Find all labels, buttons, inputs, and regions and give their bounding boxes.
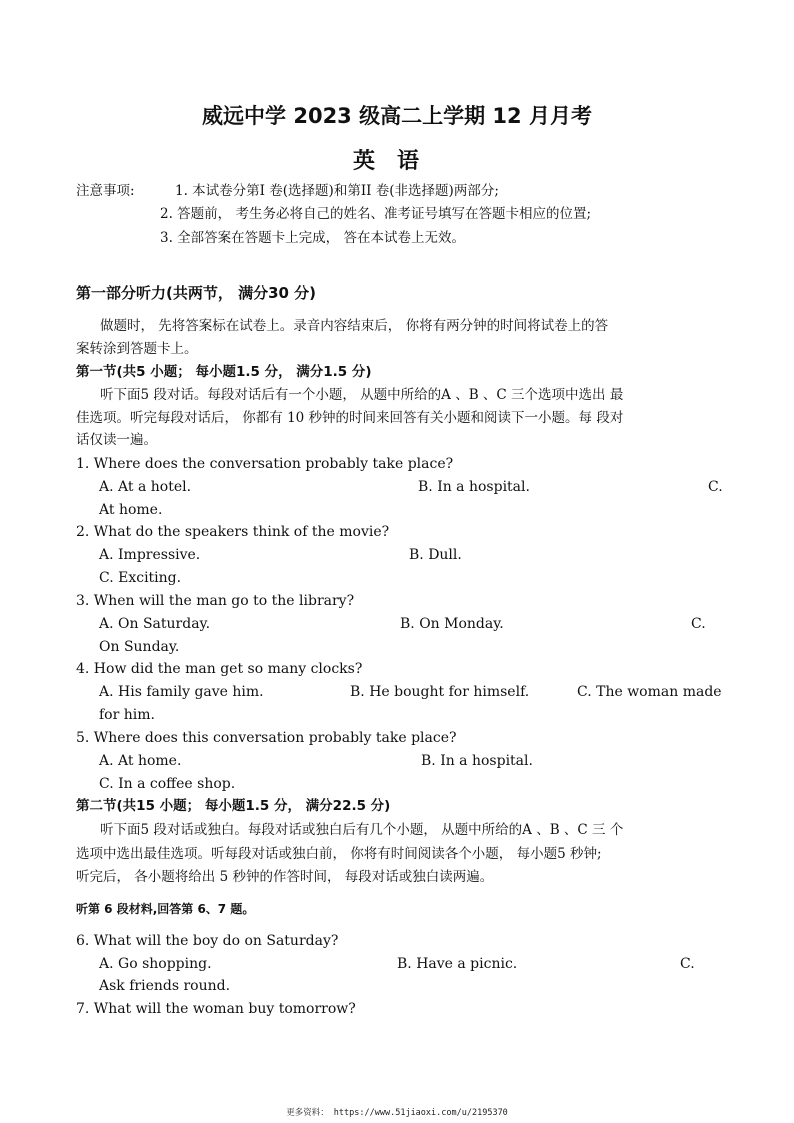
- option-a: A. Impressive.: [99, 547, 201, 563]
- option-c: C.: [680, 956, 695, 972]
- option-c: C. Exciting.: [99, 570, 182, 586]
- section2-intro-line: 听完后， 各小题将给出 5 秒钟的作答时间， 每段对话或独白读两遍。: [76, 869, 494, 885]
- option-b: B. In a hospital.: [421, 753, 533, 769]
- section2-intro-line: 选项中选出最佳选项。听每段对话或独白前， 你将有时间阅读各个小题， 每小题5 秒钟;: [76, 846, 602, 862]
- option-c-wrap: for him.: [99, 707, 155, 723]
- section1-intro-line: 佳选项。听完每段对话后， 你都有 10 秒钟的时间来回答有关小题和阅读下一小题。每 段对: [76, 410, 624, 426]
- option-a: A. His family gave him.: [99, 684, 264, 700]
- option-c-wrap: At home.: [99, 502, 163, 518]
- option-a: A. On Saturday.: [99, 616, 211, 632]
- notice-item: 1. 本试卷分第I 卷(选择题)和第II 卷(非选择题)两部分;: [175, 183, 499, 199]
- part1-heading: 第一部分听力(共两节， 满分30 分): [76, 284, 317, 302]
- option-b: B. In a hospital.: [418, 479, 530, 495]
- option-b: B. On Monday.: [400, 616, 504, 632]
- option-b: B. He bought for himself.: [350, 684, 530, 700]
- option-a: A. At a hotel.: [99, 479, 192, 495]
- question-1: 1. Where does the conversation probably take place?: [76, 456, 454, 472]
- question-6: 6. What will the boy do on Saturday?: [76, 933, 339, 949]
- section2-heading: 第二节(共15 小题； 每小题1.5 分， 满分22.5 分): [76, 798, 391, 814]
- option-c: C.: [691, 616, 706, 632]
- question-2: 2. What do the speakers think of the movie?: [76, 524, 390, 540]
- material-note: 听第 6 段材料,回答第 6、7 题。: [76, 902, 255, 916]
- option-b: B. Have a picnic.: [397, 956, 518, 972]
- option-c: C. The woman made: [577, 684, 722, 700]
- option-c: C. In a coffee shop.: [99, 776, 236, 792]
- option-a: A. Go shopping.: [99, 956, 212, 972]
- option-c-wrap: Ask friends round.: [99, 978, 231, 994]
- section1-intro-line: 话仅读一遍。: [76, 432, 157, 448]
- question-5: 5. Where does this conversation probably take place?: [76, 730, 457, 746]
- section1-heading: 第一节(共5 小题； 每小题1.5 分， 满分1.5 分): [76, 364, 372, 380]
- option-b: B. Dull.: [409, 547, 462, 563]
- section2-intro-line: 听下面5 段对话或独白。每段对话或独白后有几个小题， 从题中所给的A 、B 、C 三 个: [100, 822, 624, 838]
- part1-intro-line: 案转涂到答题卡上。: [76, 341, 198, 357]
- exam-subject: 英语: [352, 149, 441, 174]
- notice-item: 2. 答题前， 考生务必将自己的姓名、准考证号填写在答题卡相应的位置;: [160, 206, 592, 222]
- footer-link[interactable]: 更多资料： https://www.51jiaoxi.com/u/2195370: [286, 1108, 508, 1118]
- exam-title: 威远中学 2023 级高二上学期 12 月月考: [202, 104, 592, 128]
- part1-intro-line: 做题时， 先将答案标在试卷上。录音内容结束后， 你将有两分钟的时间将试卷上的答: [100, 318, 609, 334]
- question-3: 3. When will the man go to the library?: [76, 593, 355, 609]
- question-4: 4. How did the man get so many clocks?: [76, 661, 363, 677]
- option-a: A. At home.: [99, 753, 182, 769]
- section1-intro-line: 听下面5 段对话。每段对话后有一个小题， 从题中所给的A 、B 、C 三个选项中选出 最: [100, 387, 624, 403]
- option-c-wrap: On Sunday.: [99, 639, 180, 655]
- notice-item: 3. 全部答案在答题卡上完成， 答在本试卷上无效。: [160, 230, 465, 246]
- question-7: 7. What will the woman buy tomorrow?: [76, 1001, 356, 1017]
- option-c: C.: [708, 479, 723, 495]
- notice-label: 注意事项:: [76, 183, 135, 199]
